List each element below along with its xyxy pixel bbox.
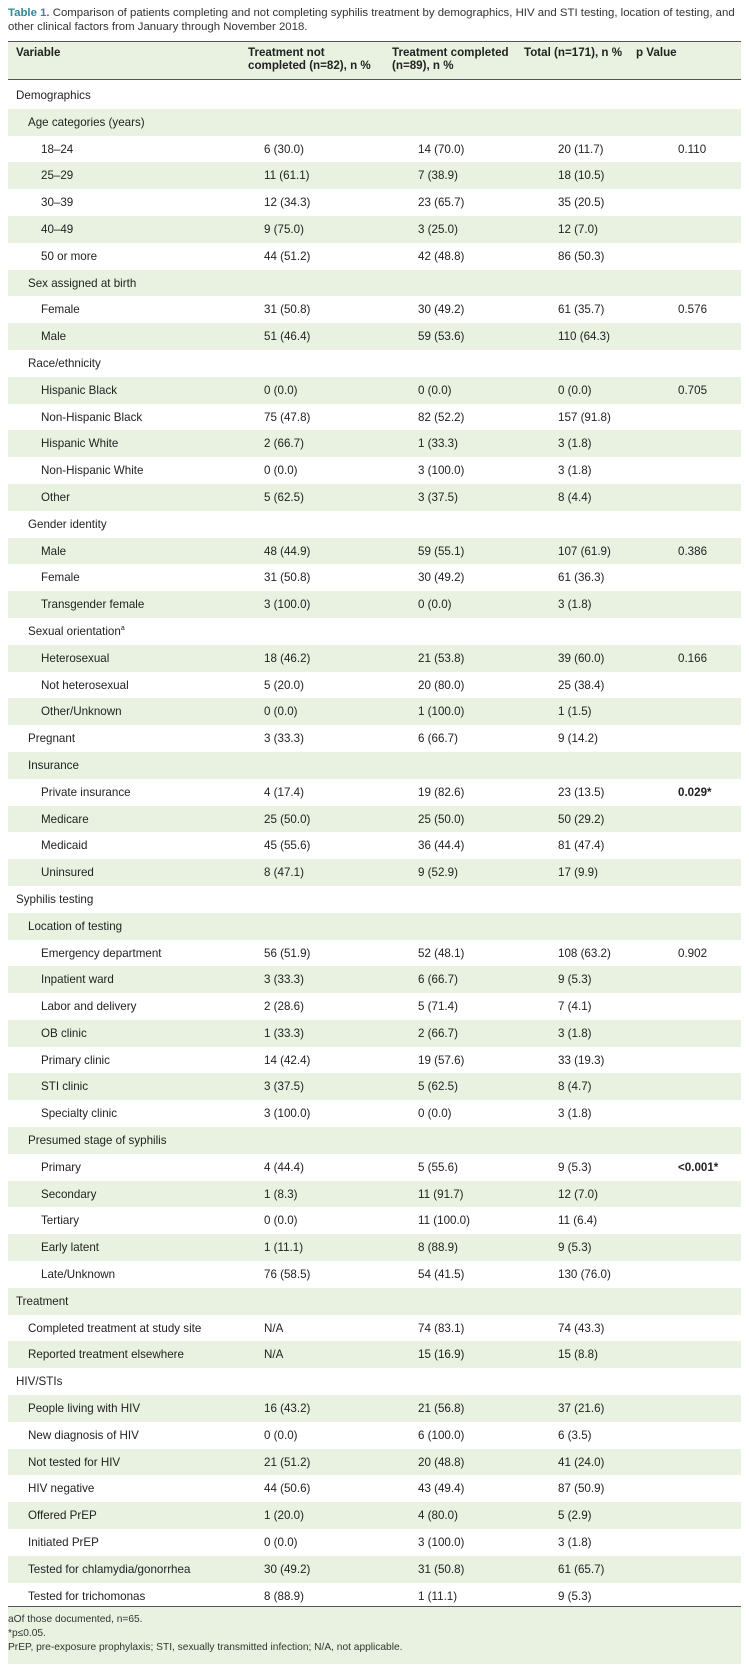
cell-total: 41 (24.0) [558, 1455, 605, 1469]
header-not-completed-line1: Treatment not [248, 46, 325, 59]
row-label: Pregnant [28, 732, 76, 746]
row-label: HIV/STIs [16, 1375, 63, 1389]
row-label: Other/Unknown [41, 705, 122, 719]
row-label: Insurance [28, 758, 79, 772]
table-row [8, 538, 741, 565]
cell-not-completed: 1 (33.3) [264, 1026, 304, 1040]
caption-label: Table 1. [8, 7, 50, 19]
table-row [8, 966, 741, 993]
header-total: Total (n=171), n % [524, 46, 623, 59]
footnote-c: PrEP, pre-exposure prophylaxis; STI, sexually transmitted infection; N/A, not applicable. [8, 1642, 403, 1653]
header-not-completed [248, 46, 371, 72]
row-label: Medicaid [41, 839, 88, 853]
header-completed [392, 46, 509, 72]
cell-total: 110 (64.3) [558, 330, 610, 344]
table-body [8, 82, 741, 1609]
cell-not-completed: 0 (0.0) [264, 705, 298, 719]
cell-total: 15 (8.8) [558, 1348, 598, 1362]
table-row [8, 940, 741, 967]
cell-total: 3 (1.8) [558, 1536, 592, 1550]
cell-not-completed: 4 (17.4) [264, 785, 304, 799]
row-label: Other [41, 490, 70, 504]
cell-total: 3 (1.8) [558, 437, 592, 451]
table-row [8, 913, 741, 940]
cell-completed: 7 (38.9) [418, 169, 458, 183]
cell-not-completed: 31 (50.8) [264, 303, 311, 317]
table-row [8, 698, 741, 725]
cell-p-value: 0.902 [678, 946, 708, 960]
cell-p-value: 0.386 [678, 544, 708, 558]
table-row [8, 993, 741, 1020]
header-completed-line2: (n=89), n % [392, 59, 454, 72]
row-label: Secondary [41, 1187, 97, 1201]
footnote-a: aOf those documented, n=65. [8, 1614, 143, 1625]
row-label: Inpatient ward [41, 973, 114, 987]
cell-total: 3 (1.8) [558, 1026, 592, 1040]
cell-completed: 8 (88.9) [418, 1241, 458, 1255]
header-completed-line1: Treatment completed [392, 46, 509, 59]
table-row [8, 564, 741, 591]
cell-total: 3 (1.8) [558, 464, 592, 478]
cell-completed: 6 (66.7) [418, 732, 458, 746]
caption-text: Comparison of patients completing and not completing syphilis treatment by demographics, HIV and STI testing, location of testing, and other clinical factors from January through November 2018. [8, 7, 735, 33]
cell-not-completed: 76 (58.5) [264, 1268, 311, 1282]
table-row [8, 672, 741, 699]
row-label: Specialty clinic [41, 1107, 118, 1121]
cell-completed: 20 (80.0) [418, 678, 465, 692]
table-row [8, 832, 741, 859]
table-row [8, 859, 741, 886]
table-row [8, 1207, 741, 1234]
table-row [8, 645, 741, 672]
table-row [8, 1422, 741, 1449]
table-row [8, 243, 741, 270]
cell-completed: 54 (41.5) [418, 1268, 465, 1282]
row-label: Initiated PrEP [28, 1536, 99, 1550]
cell-total: 12 (7.0) [558, 1187, 598, 1201]
cell-completed: 0 (0.0) [418, 383, 452, 397]
cell-not-completed: 1 (11.1) [264, 1241, 304, 1255]
row-label: 30–39 [41, 196, 74, 210]
cell-not-completed: 0 (0.0) [264, 464, 298, 478]
table-row [8, 323, 741, 350]
cell-not-completed: 9 (75.0) [264, 222, 304, 236]
cell-completed: 74 (83.1) [418, 1321, 465, 1335]
cell-total: 8 (4.7) [558, 1080, 592, 1094]
cell-total: 9 (5.3) [558, 1241, 592, 1255]
cell-completed: 11 (100.0) [418, 1214, 470, 1228]
cell-not-completed: 2 (28.6) [264, 1000, 304, 1014]
cell-total: 5 (2.9) [558, 1509, 592, 1523]
cell-total: 81 (47.4) [558, 839, 605, 853]
cell-not-completed: 3 (100.0) [264, 1107, 311, 1121]
row-label: Location of testing [28, 919, 123, 933]
cell-p-value: 0.576 [678, 303, 708, 317]
row-label: Private insurance [41, 785, 131, 799]
row-label: Male [41, 544, 67, 558]
table-row [8, 511, 741, 538]
cell-total: 23 (13.5) [558, 785, 605, 799]
table-row [8, 162, 741, 189]
cell-total: 61 (65.7) [558, 1562, 605, 1576]
cell-total: 157 (91.8) [558, 410, 611, 424]
cell-not-completed: 48 (44.9) [264, 544, 311, 558]
cell-not-completed: 6 (30.0) [264, 142, 304, 156]
cell-total: 9 (5.3) [558, 1589, 592, 1603]
table-row [8, 1475, 741, 1502]
cell-not-completed: 3 (33.3) [264, 973, 304, 987]
cell-completed: 52 (48.1) [418, 946, 465, 960]
table-row [8, 1502, 741, 1529]
table-row [8, 1234, 741, 1261]
row-label: Labor and delivery [41, 1000, 137, 1014]
table-row [8, 1315, 741, 1342]
cell-total: 17 (9.9) [558, 866, 598, 880]
cell-total: 37 (21.6) [558, 1402, 605, 1416]
table-row [8, 1261, 741, 1288]
table-row [8, 779, 741, 806]
cell-not-completed: 0 (0.0) [264, 1536, 298, 1550]
cell-not-completed: 12 (34.3) [264, 196, 311, 210]
row-label: Race/ethnicity [28, 356, 101, 370]
row-label: 40–49 [41, 222, 74, 236]
row-label: Syphilis testing [16, 892, 94, 906]
header-variable: Variable [16, 46, 61, 59]
cell-total: 87 (50.9) [558, 1482, 605, 1496]
cell-total: 108 (63.2) [558, 946, 611, 960]
cell-total: 9 (5.3) [558, 973, 592, 987]
cell-not-completed: 21 (51.2) [264, 1455, 311, 1469]
cell-completed: 59 (53.6) [418, 330, 465, 344]
cell-not-completed: 8 (88.9) [264, 1589, 304, 1603]
cell-completed: 3 (100.0) [418, 464, 465, 478]
cell-total: 11 (6.4) [558, 1214, 598, 1228]
cell-total: 3 (1.8) [558, 598, 592, 612]
row-label: Hispanic White [41, 437, 119, 451]
cell-completed: 59 (55.1) [418, 544, 465, 558]
row-label: Reported treatment elsewhere [28, 1348, 184, 1362]
cell-completed: 14 (70.0) [418, 142, 465, 156]
row-label: People living with HIV [28, 1402, 141, 1416]
row-label: Completed treatment at study site [28, 1321, 202, 1335]
cell-not-completed: 44 (51.2) [264, 249, 311, 263]
header-not-completed-line2: completed (n=82), n % [248, 59, 371, 72]
cell-total: 86 (50.3) [558, 249, 605, 263]
cell-completed: 1 (33.3) [418, 437, 458, 451]
cell-total: 7 (4.1) [558, 1000, 592, 1014]
row-label: 50 or more [41, 249, 98, 263]
cell-not-completed: 25 (50.0) [264, 812, 311, 826]
cell-p-value: <0.001* [678, 1160, 719, 1174]
footnote-marker: a [120, 625, 125, 633]
row-label: STI clinic [41, 1080, 89, 1094]
cell-completed: 19 (82.6) [418, 785, 465, 799]
cell-completed: 0 (0.0) [418, 1107, 452, 1121]
cell-completed: 5 (62.5) [418, 1080, 458, 1094]
row-label: Early latent [41, 1241, 99, 1255]
row-label: Not heterosexual [41, 678, 129, 692]
table-row [8, 1073, 741, 1100]
cell-total: 20 (11.7) [558, 142, 604, 156]
cell-completed: 23 (65.7) [418, 196, 465, 210]
cell-completed: 1 (100.0) [418, 705, 465, 719]
row-label: Uninsured [41, 866, 94, 880]
row-label: Female [41, 303, 80, 317]
table-row [8, 618, 741, 645]
row-label: Age categories (years) [28, 115, 145, 129]
cell-p-value: 0.166 [678, 651, 708, 665]
row-label: Gender identity [28, 517, 107, 531]
row-label: Transgender female [41, 598, 145, 612]
cell-not-completed: 1 (20.0) [264, 1509, 304, 1523]
table-row [8, 189, 741, 216]
table-row [8, 1127, 741, 1154]
cell-not-completed: 5 (62.5) [264, 490, 304, 504]
cell-total: 18 (10.5) [558, 169, 605, 183]
cell-not-completed: 44 (50.6) [264, 1482, 311, 1496]
cell-not-completed: 31 (50.8) [264, 571, 311, 585]
cell-completed: 42 (48.8) [418, 249, 465, 263]
cell-not-completed: 8 (47.1) [264, 866, 304, 880]
cell-completed: 3 (37.5) [418, 490, 458, 504]
cell-total: 0 (0.0) [558, 383, 592, 397]
cell-completed: 9 (52.9) [418, 866, 458, 880]
cell-total: 12 (7.0) [558, 222, 598, 236]
table-row [8, 404, 741, 431]
row-label: Tested for trichomonas [28, 1589, 146, 1603]
row-label: Male [41, 330, 67, 344]
cell-completed: 25 (50.0) [418, 812, 465, 826]
row-label: Tertiary [41, 1214, 80, 1228]
cell-total: 3 (1.8) [558, 1107, 592, 1121]
cell-total: 6 (3.5) [558, 1428, 592, 1442]
row-label: Non-Hispanic White [41, 464, 144, 478]
cell-p-value: 0.029* [678, 785, 712, 799]
cell-total: 9 (5.3) [558, 1160, 592, 1174]
cell-not-completed: 3 (33.3) [264, 732, 304, 746]
cell-completed: 3 (25.0) [418, 222, 458, 236]
cell-completed: 15 (16.9) [418, 1348, 465, 1362]
cell-not-completed: 5 (20.0) [264, 678, 304, 692]
cell-completed: 0 (0.0) [418, 598, 452, 612]
cell-total: 35 (20.5) [558, 196, 605, 210]
row-label: Presumed stage of syphilis [28, 1134, 167, 1148]
cell-not-completed: 3 (100.0) [264, 598, 311, 612]
row-label: New diagnosis of HIV [28, 1428, 139, 1442]
cell-total: 33 (19.3) [558, 1053, 605, 1067]
table-row [8, 1100, 741, 1127]
row-label: Medicare [41, 812, 89, 826]
table-row [8, 1288, 741, 1315]
footnote-b: *p≤0.05. [8, 1628, 46, 1639]
table-row [8, 1047, 741, 1074]
cell-completed: 5 (55.6) [418, 1160, 458, 1174]
cell-completed: 21 (56.8) [418, 1402, 465, 1416]
cell-not-completed: N/A [264, 1348, 284, 1362]
cell-completed: 6 (100.0) [418, 1428, 465, 1442]
cell-completed: 4 (80.0) [418, 1509, 458, 1523]
cell-not-completed: 0 (0.0) [264, 383, 298, 397]
cell-not-completed: 18 (46.2) [264, 651, 311, 665]
cell-completed: 2 (66.7) [418, 1026, 458, 1040]
row-label: 18–24 [41, 142, 74, 156]
table-row [8, 350, 741, 377]
cell-completed: 30 (49.2) [418, 303, 465, 317]
table-row [8, 216, 741, 243]
header-p-value: p Value [636, 46, 677, 59]
row-label: Demographics [16, 89, 91, 102]
row-label: HIV negative [28, 1482, 95, 1496]
cell-completed: 21 (53.8) [418, 651, 465, 665]
table-row [8, 1154, 741, 1181]
cell-total: 74 (43.3) [558, 1321, 605, 1335]
table-row [8, 1341, 741, 1368]
row-label: Sex assigned at birth [28, 276, 137, 290]
table-row [8, 806, 741, 833]
table-row [8, 1181, 741, 1208]
row-label: Non-Hispanic Black [41, 410, 143, 424]
cell-completed: 36 (44.4) [418, 839, 465, 853]
table-row [8, 886, 741, 913]
cell-not-completed: 14 (42.4) [264, 1053, 311, 1067]
cell-completed: 6 (66.7) [418, 973, 458, 987]
cell-completed: 11 (91.7) [418, 1187, 464, 1201]
cell-total: 130 (76.0) [558, 1268, 611, 1282]
table-row [8, 752, 741, 779]
cell-total: 9 (14.2) [558, 732, 598, 746]
row-label: Not tested for HIV [28, 1455, 121, 1469]
cell-completed: 19 (57.6) [418, 1053, 465, 1067]
table-row [8, 270, 741, 297]
table-row [8, 591, 741, 618]
table-footnotes [8, 1606, 741, 1664]
row-label: OB clinic [41, 1026, 87, 1040]
cell-completed: 20 (48.8) [418, 1455, 465, 1469]
cell-not-completed: N/A [264, 1321, 284, 1335]
cell-not-completed: 1 (8.3) [264, 1187, 298, 1201]
cell-total: 8 (4.4) [558, 490, 592, 504]
table-row [8, 430, 741, 457]
cell-not-completed: 30 (49.2) [264, 1562, 311, 1576]
cell-total: 39 (60.0) [558, 651, 605, 665]
row-label: Late/Unknown [41, 1268, 116, 1282]
table-caption [8, 6, 743, 34]
cell-total: 1 (1.5) [558, 705, 592, 719]
table-row [8, 1529, 741, 1556]
cell-not-completed: 3 (37.5) [264, 1080, 304, 1094]
cell-not-completed: 0 (0.0) [264, 1214, 298, 1228]
cell-not-completed: 56 (51.9) [264, 946, 311, 960]
row-label: Tested for chlamydia/gonorrhea [28, 1562, 191, 1576]
cell-completed: 82 (52.2) [418, 410, 465, 424]
table-row [8, 377, 741, 404]
row-label: Sexual orientation$^a$ [28, 624, 125, 638]
table-row [8, 1556, 741, 1583]
cell-completed: 31 (50.8) [418, 1562, 465, 1576]
cell-not-completed: 16 (43.2) [264, 1402, 311, 1416]
cell-total: 50 (29.2) [558, 812, 605, 826]
row-label: Female [41, 571, 80, 585]
cell-total: 107 (61.9) [558, 544, 611, 558]
table-row [8, 296, 741, 323]
table-row [8, 82, 741, 109]
row-label: Offered PrEP [28, 1509, 97, 1523]
cell-not-completed: 2 (66.7) [264, 437, 304, 451]
table-row [8, 1368, 741, 1395]
cell-not-completed: 45 (55.6) [264, 839, 311, 853]
table-row [8, 136, 741, 163]
table-row [8, 1020, 741, 1047]
cell-not-completed: 4 (44.4) [264, 1160, 304, 1174]
table-row [8, 1395, 741, 1422]
cell-p-value: 0.110 [678, 142, 707, 156]
cell-total: 25 (38.4) [558, 678, 605, 692]
cell-completed: 43 (49.4) [418, 1482, 465, 1496]
cell-total: 61 (36.3) [558, 571, 605, 585]
cell-not-completed: 51 (46.4) [264, 330, 311, 344]
row-label: Heterosexual [41, 651, 110, 665]
table-row [8, 484, 741, 511]
row-label: Primary [41, 1160, 81, 1174]
cell-completed: 1 (11.1) [418, 1589, 458, 1603]
table-row [8, 1449, 741, 1476]
table-row [8, 109, 741, 136]
cell-p-value: 0.705 [678, 383, 708, 397]
table-row [8, 725, 741, 752]
table-row [8, 457, 741, 484]
row-label: Primary clinic [41, 1053, 110, 1067]
cell-not-completed: 11 (61.1) [264, 169, 310, 183]
cell-completed: 5 (71.4) [418, 1000, 458, 1014]
cell-total: 61 (35.7) [558, 303, 605, 317]
cell-completed: 30 (49.2) [418, 571, 465, 585]
row-label: Emergency department [41, 946, 162, 960]
row-label: 25–29 [41, 169, 74, 183]
cell-completed: 3 (100.0) [418, 1536, 465, 1550]
cell-not-completed: 75 (47.8) [264, 410, 311, 424]
row-label: Treatment [16, 1294, 69, 1308]
cell-not-completed: 0 (0.0) [264, 1428, 298, 1442]
row-label: Hispanic Black [41, 383, 118, 397]
table-header [8, 41, 741, 80]
